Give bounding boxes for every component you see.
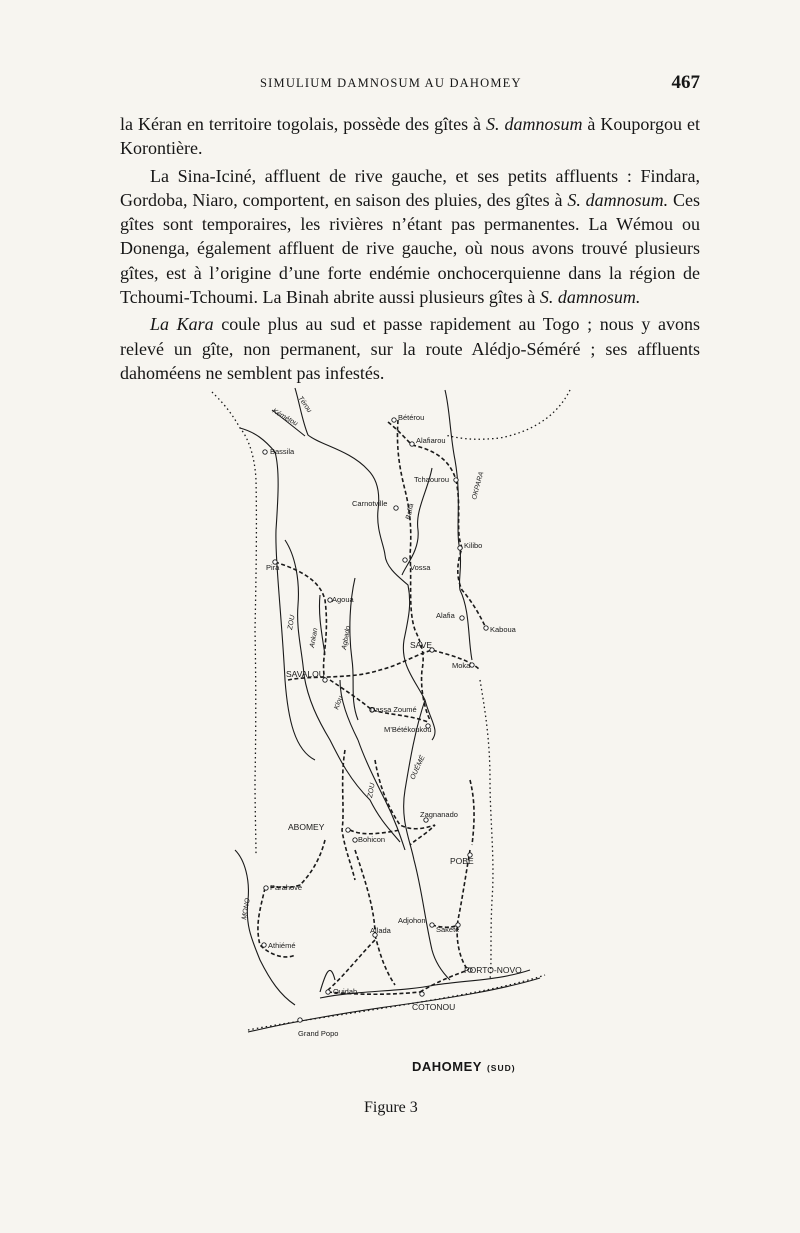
label-carnotville: Carnotville xyxy=(352,499,388,508)
river-label-zou-south: ZOU xyxy=(367,782,377,799)
road-allada-ouidah xyxy=(328,940,375,990)
label-tchaourou: Tchaourou xyxy=(414,475,450,484)
road-abomey-west xyxy=(265,840,325,888)
label-adjohon: Adjohon xyxy=(398,916,426,925)
label-athieme: Athiémé xyxy=(268,941,296,950)
road-bohicon-allada xyxy=(355,850,375,935)
text-run: La Sina-Iciné, affluent de rive gauche, et ses petits affluents : Findara, Gordoba, Niaro, comportent, en saison des pluies, des gîtes à xyxy=(120,165,700,210)
label-zagnanado: Zagnanado xyxy=(420,810,458,819)
label-abomey: ABOMEY xyxy=(288,822,325,832)
map-title-main: DAHOMEY xyxy=(412,1059,482,1074)
river-label-okpara: OKPARA xyxy=(471,471,486,501)
label-parahove: Parahové xyxy=(270,883,303,892)
figure-caption: Figure 3 xyxy=(364,1099,418,1116)
label-moka: Moka xyxy=(452,661,471,670)
text-run: Ces gîtes sont temporaires, les rivières n’étant pas permanentes. La Wémou ou Donenga, également affluent de rive gauche, où nous avons trouvé plusieurs gîtes, est à l’origine d’une forte endémie onchocerquienne dans la région de Tchoumi-Tchoumi. La Binah abrite aussi plusieurs gîtes à xyxy=(120,189,700,308)
label-bassila: Bassila xyxy=(270,447,295,456)
river-label-mono: MONO xyxy=(241,897,252,921)
label-alafiarou: Alafiarou xyxy=(416,436,446,445)
river-label-oueme: OUÉMÉ xyxy=(409,754,427,781)
label-savalou: SAVALOU xyxy=(286,669,325,679)
italic-term: La Kara xyxy=(150,314,214,335)
river-label-kemetou: Kémétou xyxy=(271,407,299,428)
label-kilibo: Kilibo xyxy=(464,541,483,550)
text-run: coule plus au sud et passe rapidement au Togo ; nous y avons relevé un gîte, non permanent, sur la route Alédjo-Séméré ; ses affluents dahoméens ne semblent pas infestés. xyxy=(120,314,700,383)
label-save: SAVE xyxy=(410,640,433,650)
label-pobe: POBE xyxy=(450,856,474,866)
frontier-togo xyxy=(212,392,256,855)
page-number: 467 xyxy=(671,72,700,93)
map-title xyxy=(412,1059,516,1074)
running-title: SIMULIUM DAMNOSUM AU DAHOMEY xyxy=(260,76,522,90)
dahomey-map xyxy=(200,380,600,1040)
label-allada: Allada xyxy=(370,926,391,935)
road-pira-savalou xyxy=(275,562,326,680)
italic-term: S. damnosum. xyxy=(539,287,641,308)
road-kilibo xyxy=(456,480,486,628)
label-kaboua: Kaboua xyxy=(490,625,516,634)
label-dassa-zoume: Dassa Zoumé xyxy=(370,705,417,714)
river-label-terou: Térou xyxy=(296,395,313,415)
river-mono xyxy=(235,850,295,1005)
paragraph-2 xyxy=(120,164,700,310)
map-title-sub: (SUD) xyxy=(486,1063,516,1073)
text-run: à Kouporgou et Korontière. xyxy=(120,114,700,159)
river-label-zou: ZOU xyxy=(287,614,297,631)
road-east-pobe xyxy=(470,780,474,845)
label-mbetekoukou: M’Bétékoukou xyxy=(384,725,432,734)
body-text xyxy=(120,112,700,385)
label-pira: Pira xyxy=(266,563,280,572)
label-bohicon: Bohicon xyxy=(358,835,386,844)
label-alafia: Alafia xyxy=(436,611,455,620)
paragraph-1 xyxy=(120,112,700,161)
label-vossa: Vossa xyxy=(410,563,431,572)
river-label-baffa: Baffa xyxy=(405,502,416,521)
label-beterou: Bétérou xyxy=(398,413,425,422)
paragraph-3 xyxy=(120,312,700,385)
river-north-left xyxy=(240,428,315,760)
running-head xyxy=(120,72,700,102)
coastline xyxy=(248,978,540,1032)
frontier-nigeria-upper xyxy=(445,390,570,439)
text-run: la Kéran en territoire togolais, possède des gîtes à xyxy=(120,114,486,134)
road-abomey-south xyxy=(342,750,355,880)
road-beterou-alafiarou xyxy=(388,422,412,445)
river-label-klou: Klou xyxy=(333,695,345,711)
river-oueme xyxy=(404,700,450,980)
label-ouidah: Ouidah xyxy=(333,987,358,996)
road-pobe-porto-novo xyxy=(457,850,470,970)
label-porto-novo: PORTO-NOVO xyxy=(464,965,522,975)
label-grand-popo: Grand Popo xyxy=(298,1029,339,1038)
river-ankan xyxy=(319,595,325,655)
river-label-agbado: Agbado xyxy=(341,625,353,651)
road-allada-coast xyxy=(375,935,395,985)
road-dassa xyxy=(330,680,428,722)
label-agoua: Agoua xyxy=(332,595,354,604)
frontier-coast xyxy=(248,975,545,1030)
italic-term: S. damnosum xyxy=(486,114,583,134)
italic-term: S. damnosum. xyxy=(567,189,669,210)
frontier-nigeria xyxy=(480,680,493,980)
label-sakete: Sakété xyxy=(436,925,460,934)
label-cotonou: COTONOU xyxy=(412,1002,456,1012)
river-label-ankan: Ankan xyxy=(309,627,320,649)
